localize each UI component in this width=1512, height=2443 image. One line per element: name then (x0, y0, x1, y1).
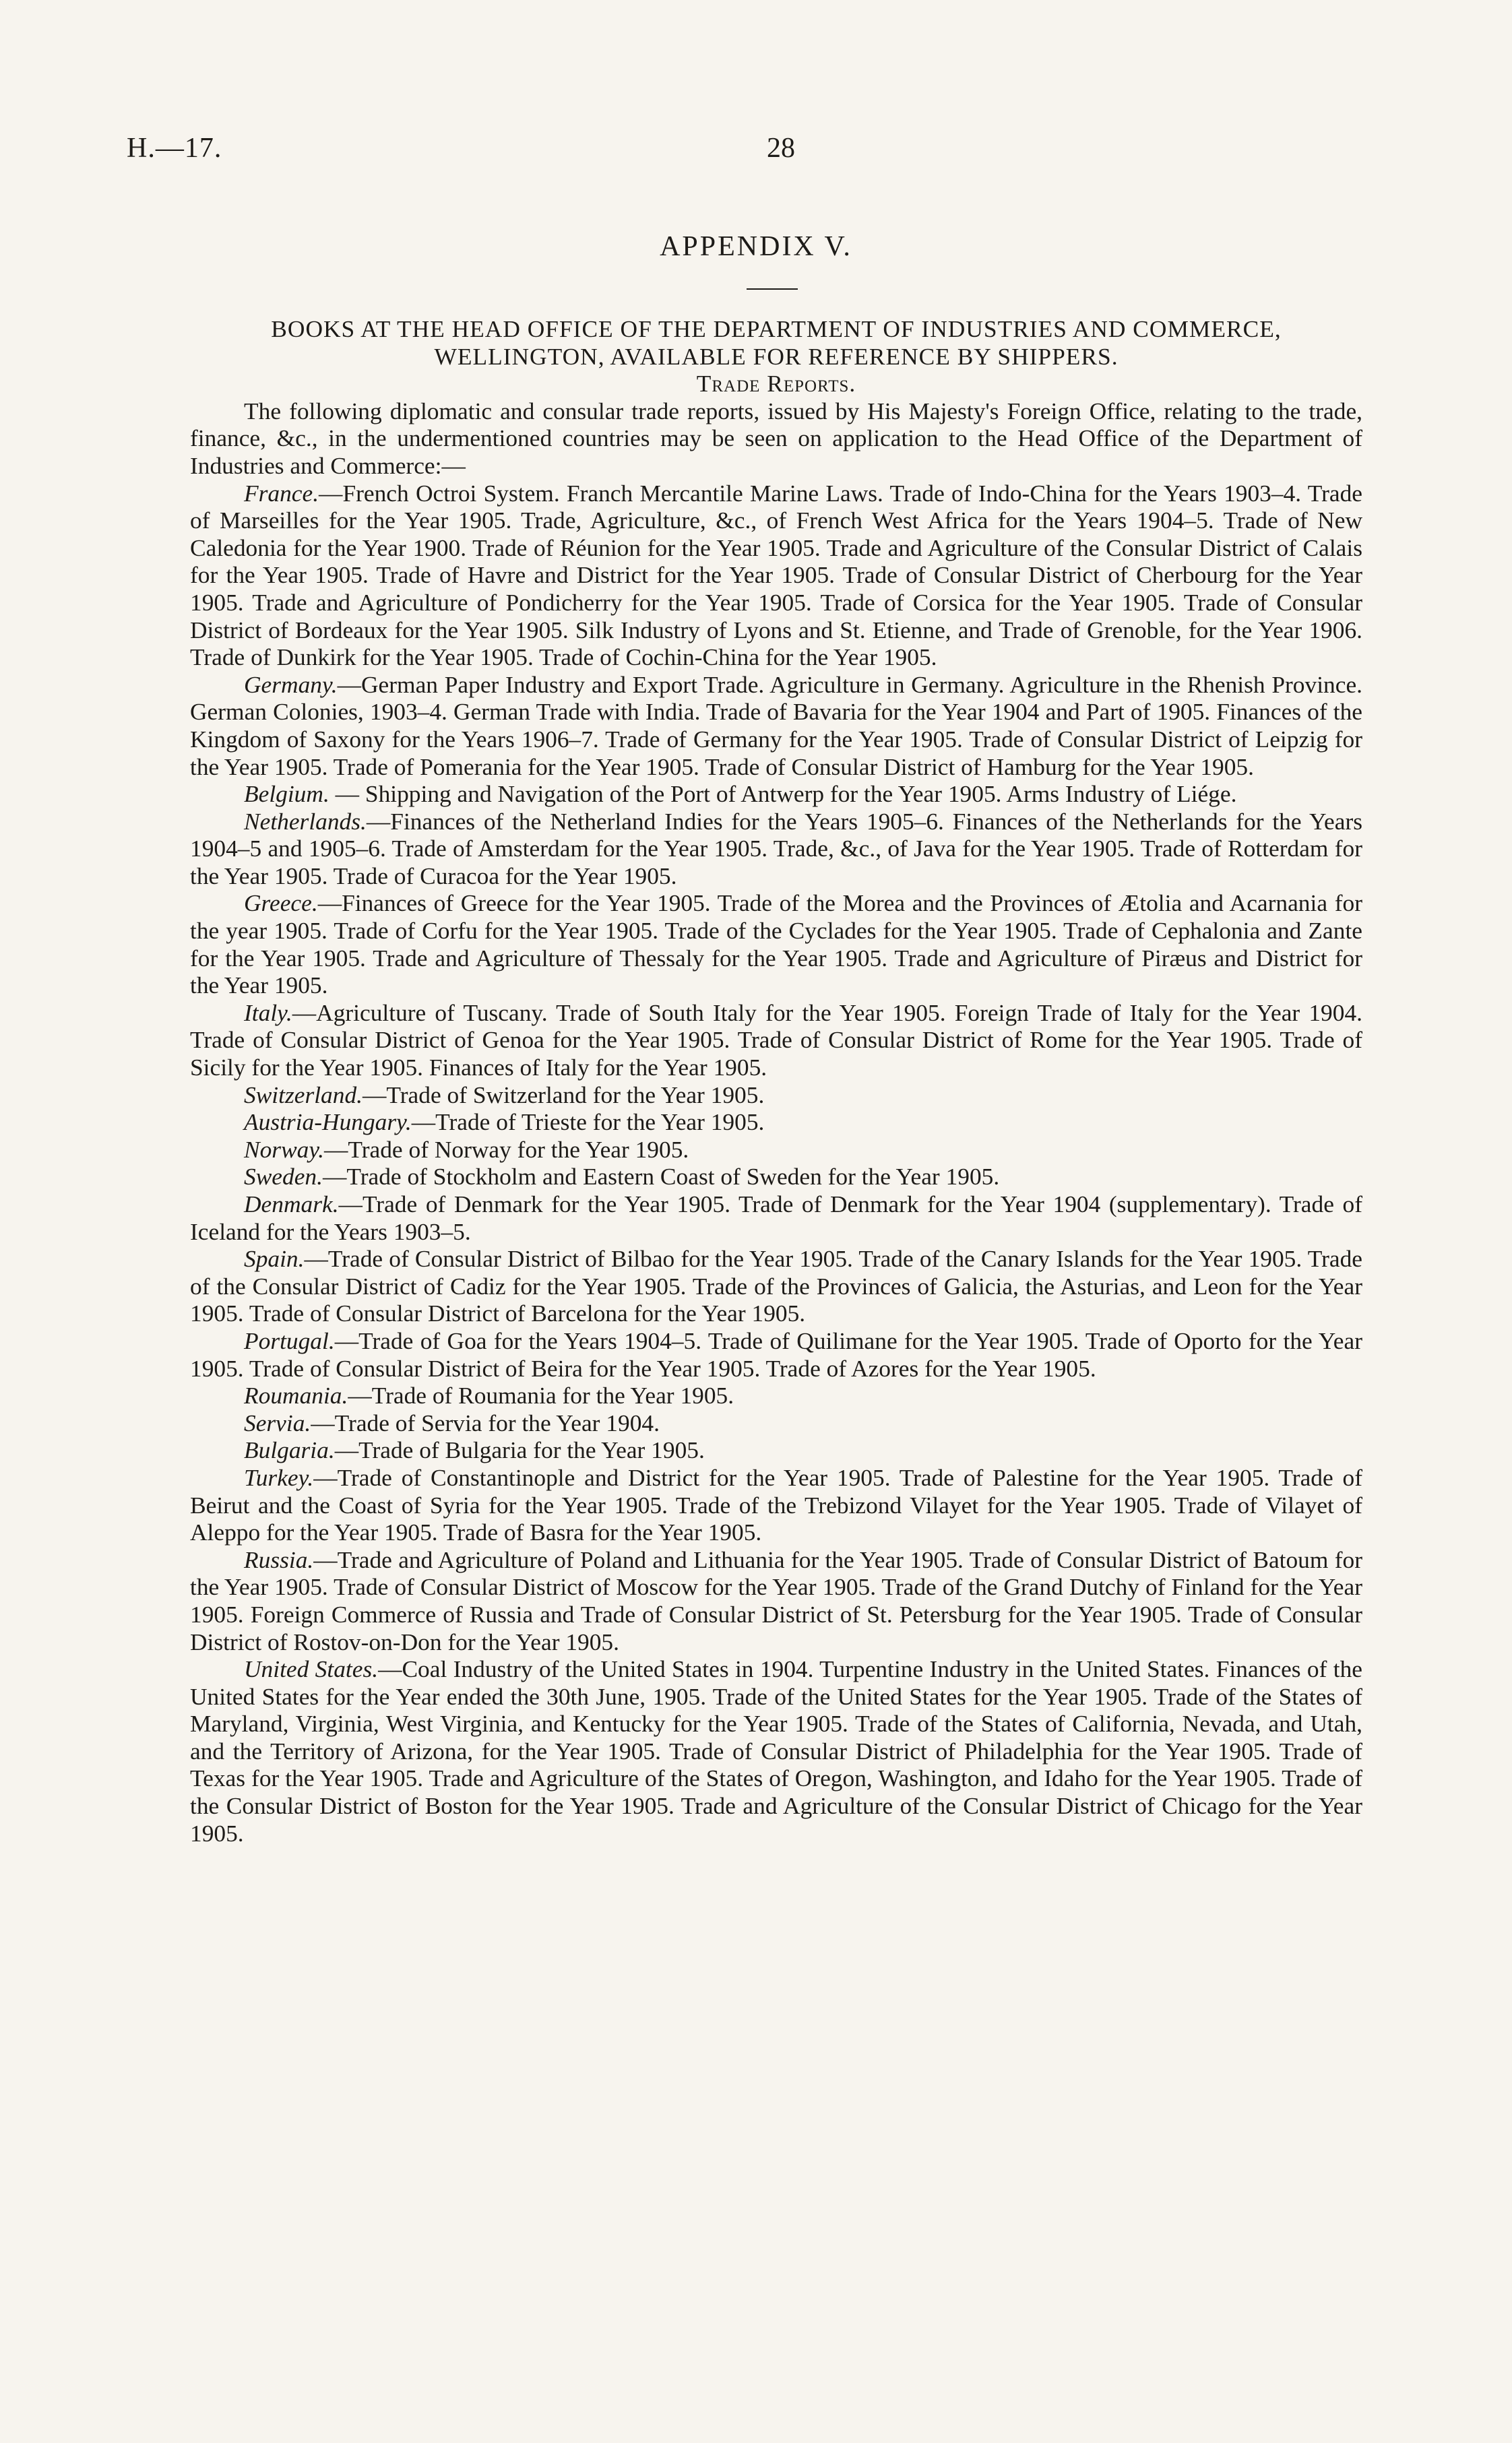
main-heading: BOOKS AT THE HEAD OFFICE OF THE DEPARTMENT OF INDUSTRIES AND COMMERCE, WELLINGTON, AVAILABLE FOR REFERENCE BY SHIPPERS. (271, 315, 1282, 370)
country-name: Netherlands. (244, 807, 367, 835)
section-text: —Trade of Goa for the Years 1904–5. Trade of Quilimane for the Year 1905. Trade of Oporto for the Year 1905. Trade of Consular District of Beira for the Year 1905. Trade of Azores for the Year 1905. (190, 1327, 1362, 1382)
section-norway (190, 1136, 1362, 1164)
section-portugal (190, 1327, 1362, 1382)
section-text: —French Octroi System. Franch Mercantile Marine Laws. Trade of Indo-China for the Years 1903–4. Trade of Marseilles for the Year 1905. Trade, Agriculture, &c., of French West Africa for the Years 1904–5. Trade of New Caledonia for the Year 1900. Trade of Réunion for the Year 1905. Trade and Agriculture of the Consular District of Calais for the Year 1905. Trade of Havre and District for the Year 1905. Trade of Consular District of Cherbourg for the Year 1905. Trade and Agriculture of Pondicherry for the Year 1905. Trade of Corsica for the Year 1905. Trade of Consular District of Bordeaux for the Year 1905. Silk Industry of Lyons and St. Etienne, and Trade of Grenoble, for the Year 1906. Trade of Dunkirk for the Year 1905. Trade of Cochin-China for the Year 1905. (190, 479, 1362, 671)
title-rule (747, 288, 798, 290)
section-denmark (190, 1191, 1362, 1245)
country-name: Denmark. (244, 1191, 339, 1217)
section-text: —German Paper Industry and Export Trade. Agriculture in Germany. Agriculture in the Rhenish Province. German Colonies, 1903–4. German Trade with India. Trade of Bavaria for the Year 1904 and Part of 1905. Finances of the Kingdom of Saxony for the Years 1906–7. Trade of Germany for the Year 1905. Trade of Consular District of Leipzig for the Year 1905. Trade of Pomerania for the Year 1905. Trade of Consular District of Hamburg for the Year 1905. (190, 670, 1362, 780)
section-text: —Trade of Denmark for the Year 1905. Trade of Denmark for the Year 1904 (supplementary). Trade of Iceland for the Years 1903–5. (190, 1191, 1362, 1245)
country-name: Norway. (244, 1135, 324, 1163)
country-name: Belgium. (244, 780, 329, 808)
country-name: Spain. (244, 1245, 305, 1273)
section-belgium (190, 780, 1362, 808)
section-text: —Trade of Roumania for the Year 1905. (348, 1382, 734, 1409)
country-name: Turkey. (244, 1463, 314, 1491)
country-name: Servia. (244, 1409, 311, 1436)
country-name: France. (244, 479, 319, 507)
section-greece (190, 889, 1362, 998)
section-austria-hungary (190, 1108, 1362, 1136)
document-body (190, 315, 1362, 1847)
section-text: —Coal Industry of the United States in 1904. Turpentine Industry in the United States. Finances of the United States for the Year ended the 30th June, 1905. Trade of the United States for the Year 1905. Trade of the States of Maryland, Virginia, West Virginia, and Kentucky for the Year 1905. Trade of the States of California, Nevada, and Utah, and the Territory of Arizona, for the Year 1905. Trade of Consular District of Philadelphia for the Year 1905. Trade of Texas for the Year 1905. Trade and Agriculture of the States of Oregon, Washington, and Idaho for the Year 1905. Trade of the Consular District of Boston for the Year 1905. Trade and Agriculture of the Consular District of Chicago for the Year 1905. (190, 1655, 1362, 1847)
section-text: —Trade and Agriculture of Poland and Lithuania for the Year 1905. Trade of Consular District of Batoum for the Year 1905. Trade of Consular District of Moscow for the Year 1905. Trade of the Grand Dutchy of Finland for the Year 1905. Foreign Commerce of Russia and Trade of Consular District of St. Petersburg for the Year 1905. Trade of Consular District of Rostov-on-Don for the Year 1905. (190, 1546, 1362, 1655)
section-text: —Trade of Norway for the Year 1905. (323, 1135, 689, 1163)
page-number: 28 (767, 133, 795, 164)
section-text: —Agriculture of Tuscany. Trade of South Italy for the Year 1905. Foreign Trade of Italy for the Year 1904. Trade of Consular District of Genoa for the Year 1905. Trade of Consular District of Rome for the Year 1905. Trade of Sicily for the Year 1905. Finances of Italy for the Year 1905. (190, 998, 1362, 1081)
section-text: —Finances of Greece for the Year 1905. Trade of the Morea and the Provinces of Ætolia and Acarnania for the year 1905. Trade of Corfu for the Year 1905. Trade of the Cyclades for the Year 1905. Trade of Cephalonia and Zante for the Year 1905. Trade and Agriculture of Thessaly for the Year 1905. Trade and Agriculture of Piræus and District for the Year 1905. (190, 889, 1362, 999)
section-text: —Trade of Servia for the Year 1904. (311, 1409, 660, 1436)
country-name: Bulgaria. (244, 1436, 335, 1464)
section-italy (190, 999, 1362, 1081)
section-germany (190, 671, 1362, 780)
country-name: Greece. (244, 889, 318, 917)
document-reference: H.—17. (127, 133, 222, 164)
section-text: —Trade of Switzerland for the Year 1905. (363, 1081, 765, 1108)
section-text: —Trade of Bulgaria for the Year 1905. (334, 1436, 705, 1464)
appendix-title: APPENDIX V. (660, 231, 852, 262)
section-text: —Trade of Consular District of Bilbao for the Year 1905. Trade of the Canary Islands for the Year 1905. Trade of the Consular District of Cadiz for the Year 1905. Trade of the Provinces of Galicia, the Asturias, and Leon for the Year 1905. Trade of Consular District of Barcelona for the Year 1905. (190, 1245, 1362, 1327)
section-bulgaria (190, 1436, 1362, 1464)
section-text: — Shipping and Navigation of the Port of Antwerp for the Year 1905. Arms Industry of Liége. (329, 780, 1237, 808)
country-name: Sweden. (244, 1163, 323, 1191)
country-name: Austria-Hungary. (244, 1108, 412, 1136)
country-name: Switzerland. (244, 1081, 363, 1108)
section-france (190, 480, 1362, 671)
section-servia (190, 1409, 1362, 1437)
intro-paragraph: The following diplomatic and consular trade reports, issued by His Majesty's Foreign Office, relating to the trade, finance, &c., in the undermentioned countries may be seen on application to the Head Office of the Department of Industries and Commerce:— (190, 397, 1362, 479)
section-switzerland (190, 1081, 1362, 1109)
section-sweden (190, 1163, 1362, 1191)
country-name: Italy. (244, 998, 292, 1026)
country-name: Russia. (244, 1546, 314, 1573)
country-name: United States. (244, 1655, 379, 1683)
section-roumania (190, 1382, 1362, 1409)
country-name: Roumania. (244, 1382, 348, 1409)
sub-heading: Trade Reports. (696, 370, 856, 398)
section-text: —Finances of the Netherland Indies for the Years 1905–6. Finances of the Netherlands for the Years 1904–5 and 1905–6. Trade of Amsterdam for the Year 1905. Trade, &c., of Java for the Year 1905. Trade of Rotterdam for the Year 1905. Trade of Curacoa for the Year 1905. (190, 807, 1362, 889)
country-name: Portugal. (244, 1327, 335, 1354)
section-text: —Trade of Trieste for the Year 1905. (411, 1108, 765, 1136)
section-russia (190, 1546, 1362, 1655)
section-turkey (190, 1464, 1362, 1546)
section-text: —Trade of Constantinople and District for the Year 1905. Trade of Palestine for the Year 1905. Trade of Beirut and the Coast of Syria for the Year 1905. Trade of the Trebizond Vilayet for the Year 1905. Trade of Vilayet of Aleppo for the Year 1905. Trade of Basra for the Year 1905. (190, 1463, 1362, 1546)
country-name: Germany. (244, 670, 338, 698)
section-spain (190, 1245, 1362, 1327)
section-netherlands (190, 808, 1362, 890)
section-united-states (190, 1655, 1362, 1847)
section-text: —Trade of Stockholm and Eastern Coast of Sweden for the Year 1905. (322, 1163, 1000, 1191)
